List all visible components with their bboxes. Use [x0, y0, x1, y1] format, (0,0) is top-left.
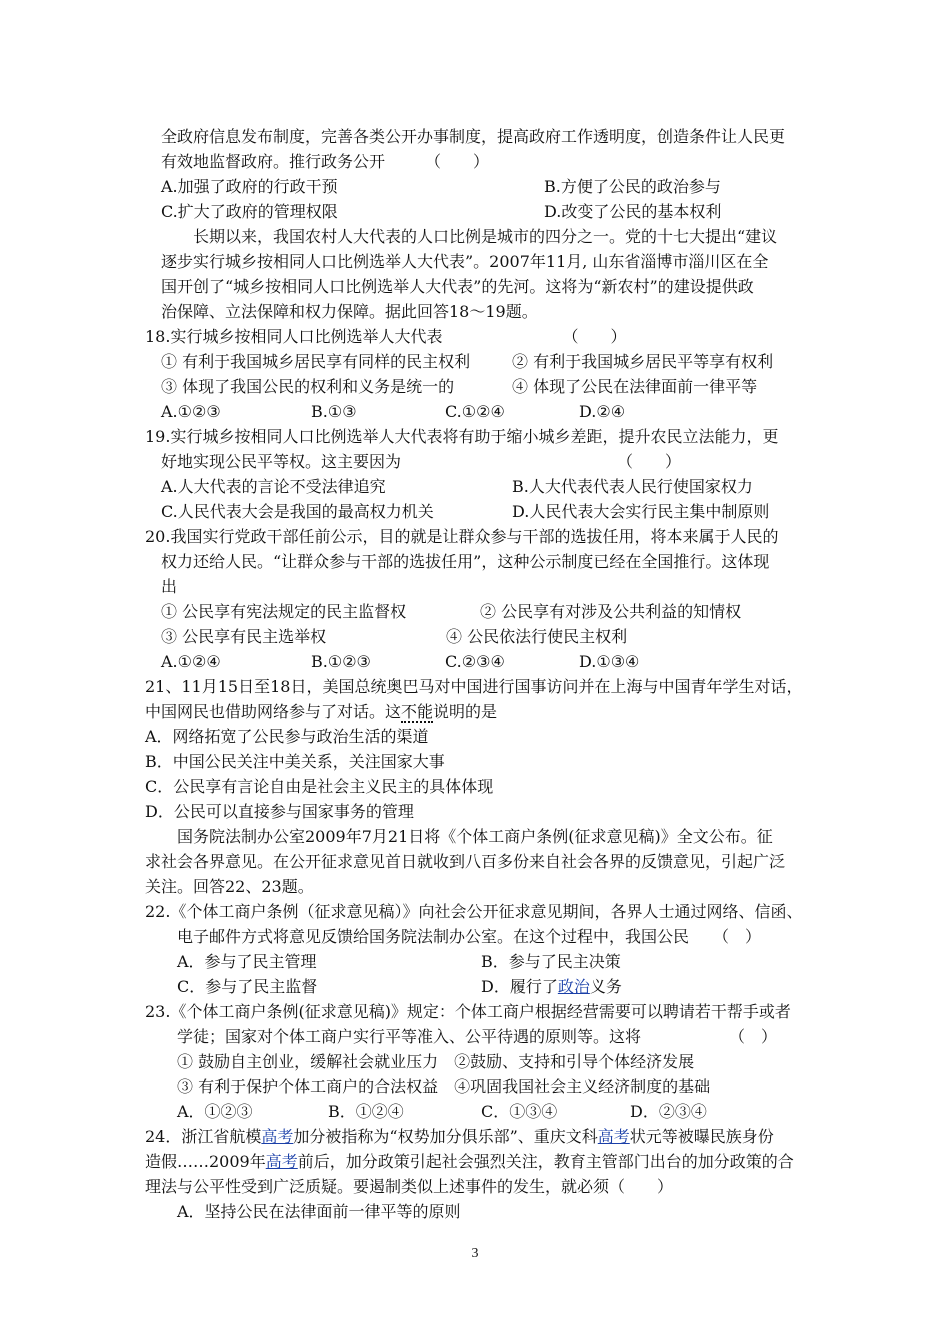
q22-option-d: D．履行了政治义务 [481, 977, 622, 996]
q18-option-c: C.①②④ [445, 402, 505, 421]
page-number: 3 [471, 1246, 479, 1261]
passage1-line1: 长期以来，我国农村人大代表的人口比例是城市的四分之一。党的十七大提出“建议 [193, 227, 778, 246]
q23-option-d: D．②③④ [630, 1102, 707, 1121]
q18-option-b: B.①③ [311, 402, 357, 421]
q23-items-3-4: ③ 有利于保护个体工商户的合法权益 ④巩固我国社会主义经济制度的基础 [177, 1077, 711, 1096]
q23-line1: 23.《个体工商户条例(征求意见稿)》规定：个体工商户根据经营需要可以聘请若干帮手或者 [145, 1002, 791, 1021]
q20-item-3: ③ 公民享有民主选举权 [161, 627, 327, 646]
q23-option-b: B．①②④ [328, 1102, 404, 1121]
q21-line1: 21、11月15日至18日，美国总统奥巴马对中国进行国事访问并在上海与中国青年学生对话， [145, 677, 803, 696]
q21-line2: 中国网民也借助网络参与了对话。这不能说明的是 [145, 702, 498, 721]
q18-item-2: ② 有利于我国城乡居民平等享有权利 [512, 352, 774, 371]
gaokao-link-1[interactable]: 高考 [261, 1127, 294, 1146]
q19-line2: 好地实现公民平等权。这主要因为 （ ） [161, 452, 682, 471]
passage2-line2: 求社会各界意见。在公开征求意见首日就收到八百多份来自社会各界的反馈意见，引起广泛 [145, 852, 786, 871]
q22-line2: 电子邮件方式将意见反馈给国务院法制办公室。在这个过程中，我国公民 （ ） [177, 927, 762, 946]
q19-option-d: D.人民代表大会实行民主集中制原则 [512, 502, 770, 521]
gaokao-link-3[interactable]: 高考 [265, 1152, 298, 1171]
q23-line2: 学徒；国家对个体工商户实行平等准入、公平待遇的原则等。这将 （ ） [177, 1027, 778, 1046]
q20-item-1: ① 公民享有宪法规定的民主监督权 [161, 602, 407, 621]
q17-option-d: D.改变了公民的基本权利 [544, 202, 722, 221]
q18-item-3: ③ 体现了我国公民的权利和义务是统一的 [161, 377, 455, 396]
passage2-line3: 关注。回答22、23题。 [145, 877, 314, 896]
q17-line1: 全政府信息发布制度，完善各类公开办事制度，提高政府工作透明度，创造条件让人民更 [161, 127, 786, 146]
q21-emphasis: 不能 [401, 702, 434, 721]
passage1-line3: 国开创了“城乡按相同人口比例选举人大代表”的先河。这将为“新农村”的建设提供政 [161, 277, 754, 296]
passage1-line2: 逐步实行城乡按相同人口比例选举人大代表”。2007年11月, 山东省淄博市淄川区在全 [161, 252, 769, 271]
q18-option-a: A.①②③ [161, 402, 221, 421]
q19-option-b: B.人大代表代表人民行使国家权力 [512, 477, 753, 496]
q24-option-a: A．坚持公民在法律面前一律平等的原则 [177, 1202, 461, 1221]
q17-option-a: A.加强了政府的行政干预 [161, 177, 338, 196]
q21-option-d: D．公民可以直接参与国家事务的管理 [145, 802, 414, 821]
q20-line3: 出 [161, 577, 178, 596]
passage2-line1: 国务院法制办公室2009年7月21日将《个体工商户条例(征求意见稿)》全文公布。征 [177, 827, 773, 846]
q23-option-c: C．①③④ [481, 1102, 558, 1121]
q20-item-4: ④ 公民依法行使民主权利 [446, 627, 628, 646]
q24-line1: 24．浙江省航模高考加分被指称为“权势加分俱乐部”、重庆文科高考状元等被曝民族身份 [145, 1127, 774, 1146]
q18-item-4: ④ 体现了公民在法律面前一律平等 [512, 377, 758, 396]
q17-option-c: C.扩大了政府的管理权限 [161, 202, 338, 221]
q24-line3: 理法与公平性受到广泛质疑。要遏制类似上述事件的发生，就必须（ ） [145, 1177, 674, 1196]
q17-option-b: B.方便了公民的政治参与 [544, 177, 721, 196]
passage1-line4: 治保障、立法保障和权力保障。据此回答18～19题。 [161, 302, 538, 321]
q20-line2: 权力还给人民。“让群众参与干部的选拔任用”，这种公示制度已经在全国推行。这体现 [161, 552, 770, 571]
q20-option-d: D.①③④ [579, 652, 640, 671]
q22-option-a: A．参与了民主管理 [177, 952, 317, 971]
q22-line1: 22.《个体工商户条例（征求意见稿）》向社会公开征求意见期间，各界人士通过网络、信函、 [145, 902, 803, 921]
q18-stem: 18.实行城乡按相同人口比例选举人大代表 （ ） [145, 327, 627, 346]
q18-item-1: ① 有利于我国城乡居民享有同样的民主权利 [161, 352, 471, 371]
q20-option-b: B.①②③ [311, 652, 371, 671]
q19-line1: 19.实行城乡按相同人口比例选举人大代表将有助于缩小城乡差距，提升农民立法能力，更 [145, 427, 779, 446]
q23-option-a: A．①②③ [177, 1102, 253, 1121]
gaokao-link-2[interactable]: 高考 [597, 1127, 630, 1146]
q24-line2: 造假……2009年高考前后，加分政策引起社会强烈关注，教育主管部门出台的加分政策的合 [145, 1152, 794, 1171]
q22-option-b: B．参与了民主决策 [481, 952, 621, 971]
q18-option-d: D.②④ [579, 402, 626, 421]
q19-option-c: C.人民代表大会是我国的最高权力机关 [161, 502, 434, 521]
q19-option-a: A.人大代表的言论不受法律追究 [161, 477, 386, 496]
q20-item-2: ② 公民享有对涉及公共利益的知情权 [480, 602, 742, 621]
q20-option-c: C.②③④ [445, 652, 505, 671]
q20-option-a: A.①②④ [161, 652, 221, 671]
q21-option-c: C．公民享有言论自由是社会主义民主的具体体现 [145, 777, 494, 796]
q21-option-b: B．中国公民关注中美关系，关注国家大事 [145, 752, 445, 771]
politics-link[interactable]: 政治 [557, 977, 590, 996]
q21-option-a: A．网络拓宽了公民参与政治生活的渠道 [145, 727, 429, 746]
q20-line1: 20.我国实行党政干部任前公示，目的就是让群众参与干部的选拔任用，将本来属于人民的 [145, 527, 779, 546]
q17-line2: 有效地监督政府。推行政务公开 （ ） [161, 152, 490, 171]
q22-option-c: C．参与了民主监督 [177, 977, 318, 996]
q23-items-1-2: ① 鼓励自主创业，缓解社会就业压力 ②鼓励、支持和引导个体经济发展 [177, 1052, 695, 1071]
